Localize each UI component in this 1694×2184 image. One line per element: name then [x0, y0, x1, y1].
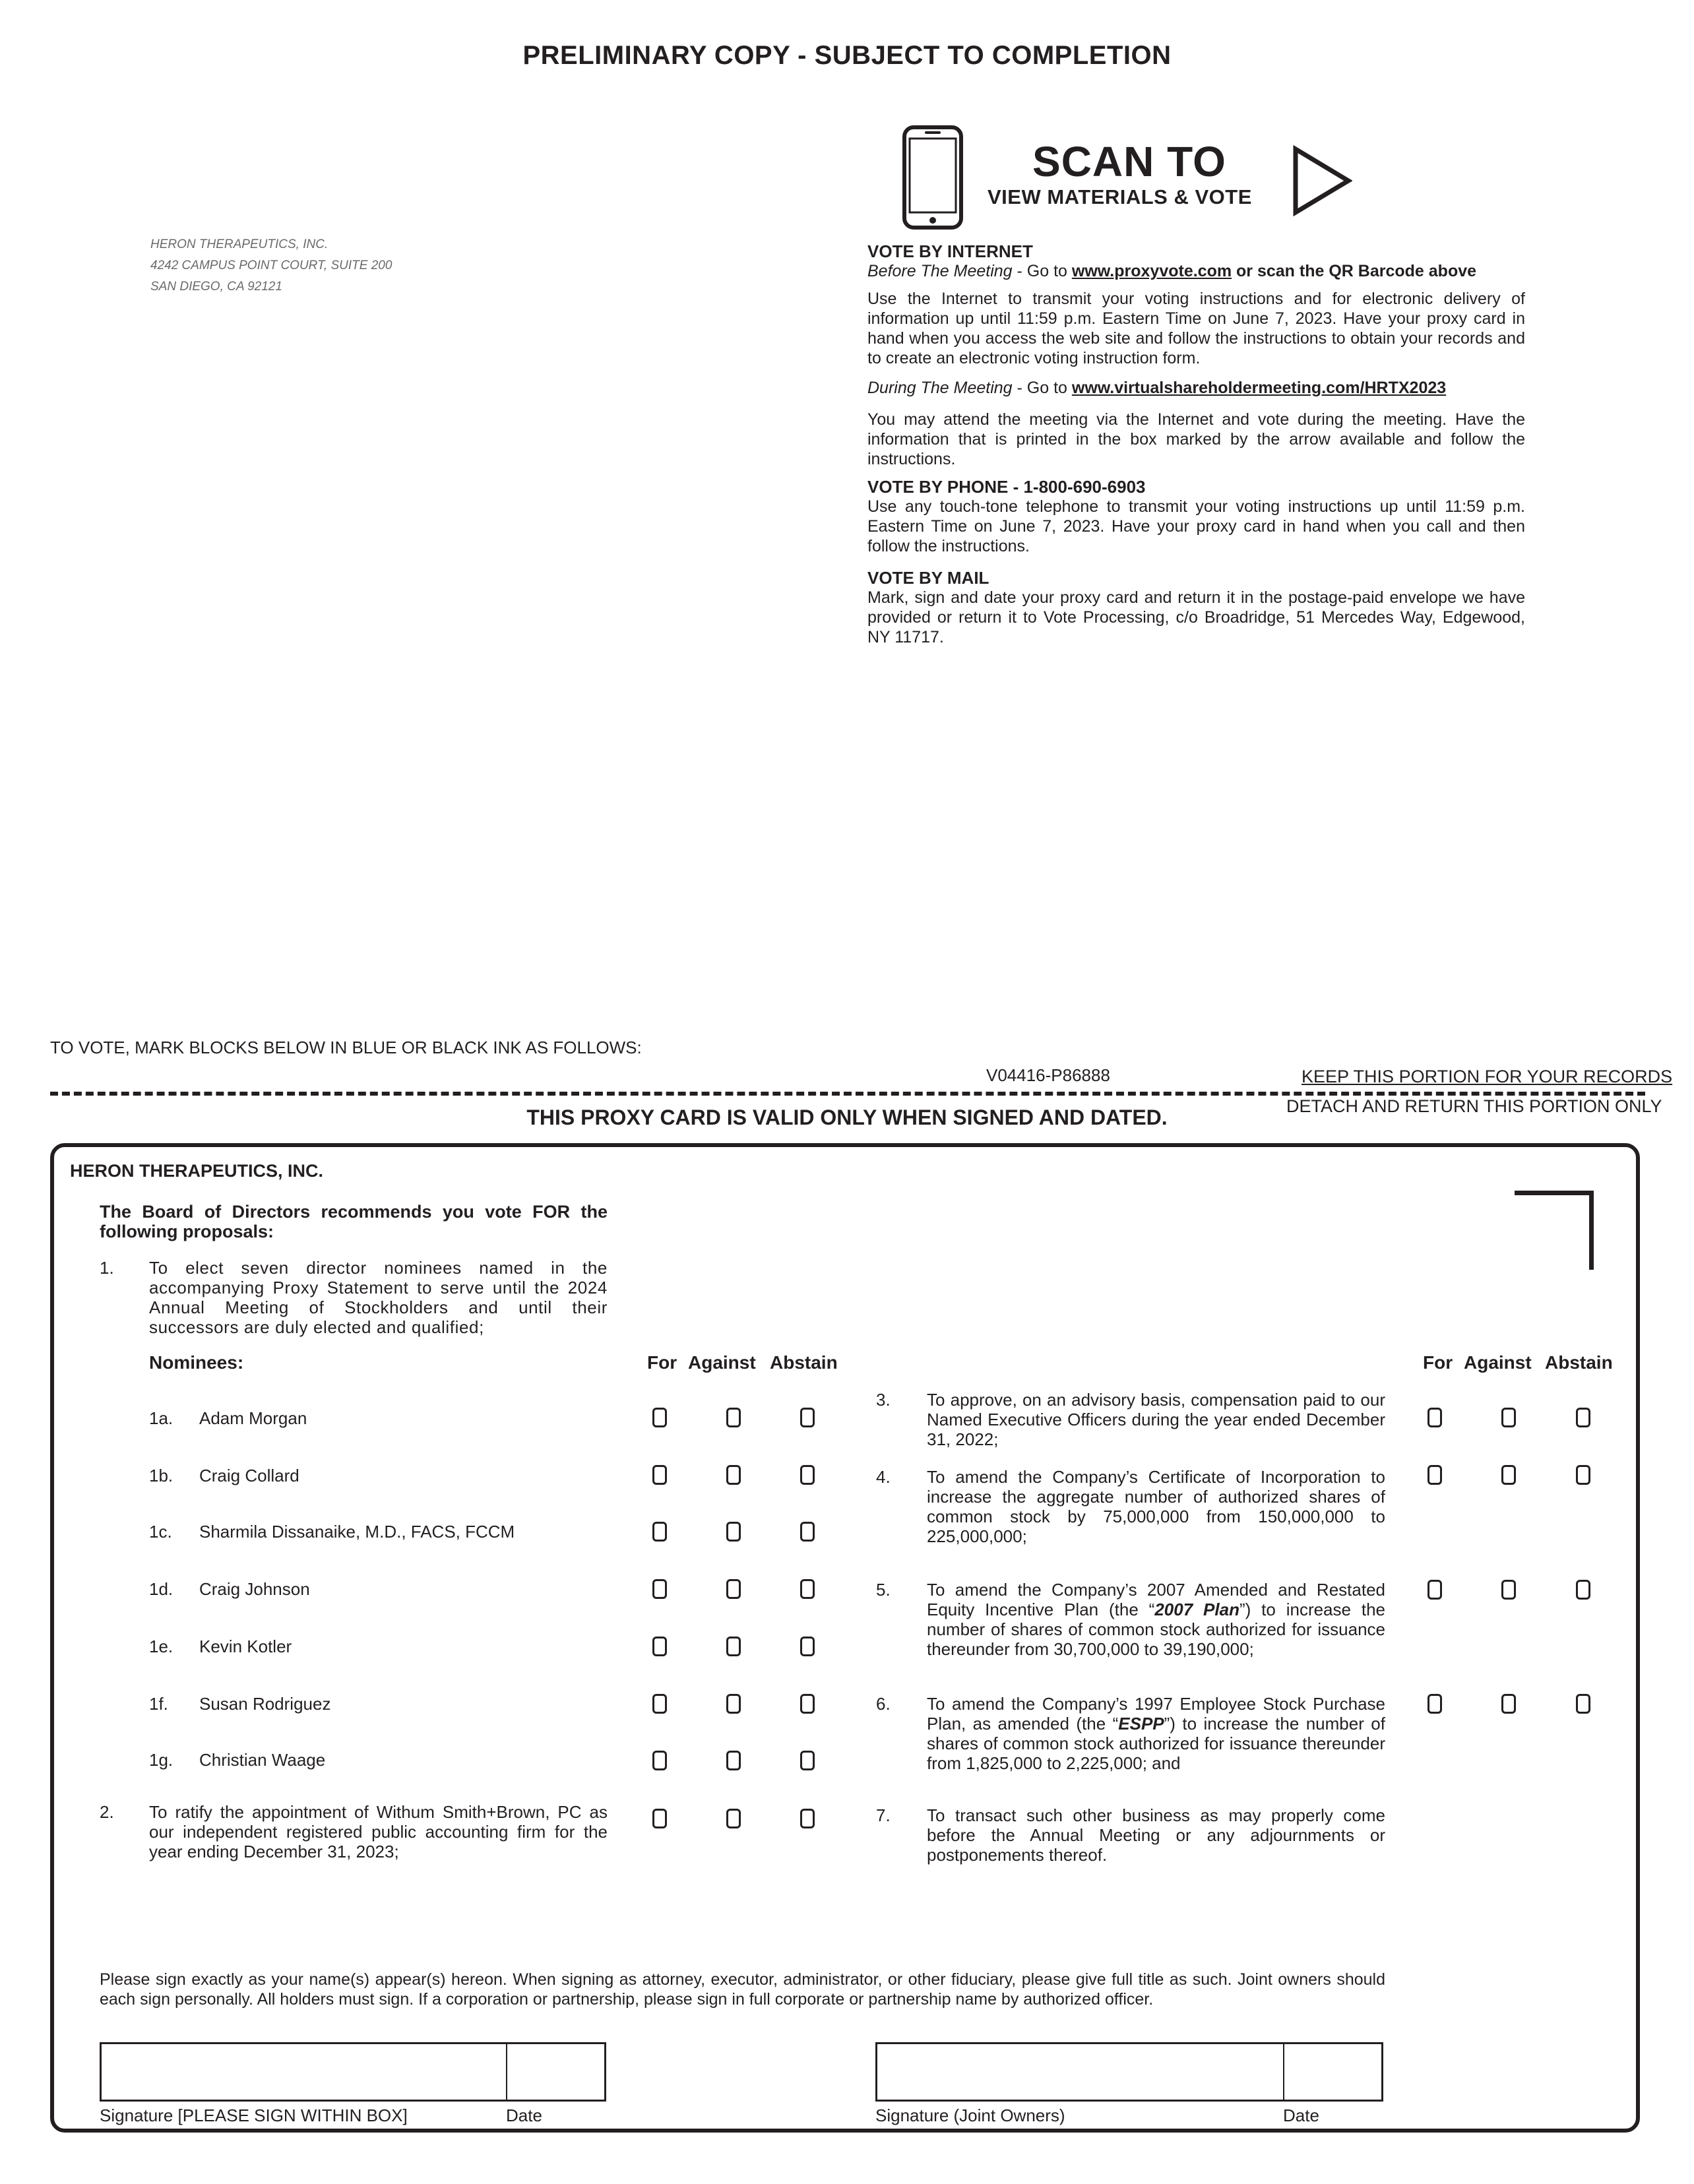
proposal-6-text-c: ”) to increase the number of shares of common stock authorized for issuance thereunder from 1,825,000 to 2,225,000; and: [927, 1714, 1385, 1773]
vote-against-checkbox[interactable]: [726, 1465, 741, 1485]
vote-for-checkbox[interactable]: [1427, 1465, 1442, 1485]
marking-instructions: TO VOTE, MARK BLOCKS BELOW IN BLUE OR BLACK INK AS FOLLOWS:: [50, 1038, 642, 1057]
virtual-meeting-link[interactable]: www.virtualshareholdermeeting.com/HRTX2023: [1071, 379, 1447, 397]
page-title: PRELIMINARY COPY - SUBJECT TO COMPLETION: [522, 41, 1172, 70]
vote-for-checkbox[interactable]: [652, 1522, 667, 1542]
before-meeting-line: [867, 261, 1525, 281]
voting-instructions: [867, 241, 1525, 647]
vote-abstain-checkbox[interactable]: [800, 1694, 815, 1714]
vote-against-checkbox[interactable]: [1501, 1580, 1516, 1600]
col-abstain-left: Abstain: [770, 1352, 838, 1373]
col-for-right: For: [1423, 1352, 1453, 1373]
vote-against-checkbox[interactable]: [1501, 1694, 1516, 1714]
detach-line: [50, 1092, 1645, 1096]
scan-subheading: VIEW MATERIALS & VOTE: [988, 185, 1252, 208]
signature-label: Signature [PLEASE SIGN WITHIN BOX]: [100, 2106, 408, 2125]
vote-against-checkbox[interactable]: [726, 1751, 741, 1770]
nominee-name: Christian Waage: [199, 1750, 326, 1770]
vote-abstain-checkbox[interactable]: [800, 1522, 815, 1542]
vote-for-checkbox[interactable]: [652, 1694, 667, 1714]
vote-phone-heading: VOTE BY PHONE - 1-800-690-6903: [867, 477, 1146, 497]
signature-box[interactable]: [100, 2042, 606, 2102]
vote-against-checkbox[interactable]: [726, 1408, 741, 1427]
nominee-name: Craig Collard: [199, 1466, 299, 1485]
nominee-number: 1c.: [149, 1522, 172, 1542]
proposal-6-number: 6.: [876, 1694, 891, 1714]
internet-paragraph: Use the Internet to transmit your voting instructions and for electronic delivery of information up until 11:59 p.m. Eastern Time on June 7, 2023. Have your proxy card in hand when you access the web site and follow the instructions to obtain your records and to create an electronic voting instruction form.: [867, 290, 1525, 367]
validity-notice: THIS PROXY CARD IS VALID ONLY WHEN SIGNED AND DATED.: [526, 1106, 1168, 1129]
vote-mail-heading: VOTE BY MAIL: [867, 568, 989, 588]
vote-abstain-checkbox[interactable]: [1576, 1580, 1590, 1600]
proposal-5-text-c: ”) to increase the number of shares of common stock authorized for issuance thereunder from 30,700,000 to 39,190,000;: [927, 1600, 1385, 1659]
keep-portion-label: KEEP THIS PORTION FOR YOUR RECORDS: [1302, 1067, 1673, 1086]
proposal-4-number: 4.: [876, 1467, 891, 1487]
proposal-7-text: To transact such other business as may properly come before the Annual Meeting or any adjournments or postponements thereof.: [927, 1805, 1385, 1865]
smartphone-icon: [902, 125, 963, 230]
joint-signature-label: Signature (Joint Owners): [875, 2106, 1065, 2125]
nominee-number: 1a.: [149, 1408, 173, 1428]
vote-against-checkbox[interactable]: [1501, 1408, 1516, 1427]
proposal-1-number: 1.: [100, 1258, 114, 1278]
vote-for-checkbox[interactable]: [652, 1465, 667, 1485]
return-address-line: 4242 CAMPUS POINT COURT, SUITE 200: [150, 259, 392, 272]
goto-text: - Go to: [1012, 379, 1072, 397]
vote-internet-heading: VOTE BY INTERNET: [867, 241, 1033, 261]
during-meeting-label: During The Meeting: [867, 379, 1013, 397]
vote-for-checkbox[interactable]: [652, 1579, 667, 1599]
detach-portion-label: DETACH AND RETURN THIS PORTION ONLY: [1286, 1096, 1662, 1116]
proposal-2-text: To ratify the appointment of Withum Smith+Brown, PC as our independent registered public accounting firm for the year ending December 31, 2023;: [149, 1802, 608, 1861]
nominee-name: Sharmila Dissanaike, M.D., FACS, FCCM: [199, 1522, 515, 1542]
return-address-line: HERON THERAPEUTICS, INC.: [150, 237, 329, 251]
proposal-4-text: To amend the Company’s Certificate of Incorporation to increase the aggregate number of authorized shares of common stock by 75,000,000 from 150,000,000 to 225,000,000;: [927, 1467, 1385, 1546]
proposal-6-text-a: To amend the Company’s 1997 Employee Stock Purchase Plan, as amended (the “: [927, 1694, 1385, 1733]
before-meeting-label: Before The Meeting: [867, 262, 1013, 280]
joint-date-divider: [1283, 2042, 1284, 2102]
signing-instructions: Please sign exactly as your name(s) appear(s) hereon. When signing as attorney, executor, administrator, or other fiduciary, please give full title as such. Joint owners should each sign personally. All holders must sign. If a corporation or partnership, please sign in full corporate or partnership name by authorized officer.: [100, 1970, 1385, 2009]
nominee-name: Craig Johnson: [199, 1579, 310, 1599]
proposal-7-number: 7.: [876, 1805, 891, 1825]
board-recommendation: The Board of Directors recommends you vote FOR the following proposals:: [100, 1202, 608, 1241]
vote-abstain-checkbox[interactable]: [1576, 1408, 1590, 1427]
proposal-1-text: To elect seven director nominees named in the accompanying Proxy Statement to serve until the 2024 Annual Meeting of Stockholders and until their successors are duly elected and qualified;: [149, 1258, 608, 1337]
defined-term-espp: ESPP: [1118, 1714, 1164, 1733]
during-meeting-line: [867, 378, 1525, 398]
vote-abstain-checkbox[interactable]: [800, 1751, 815, 1770]
nominee-number: 1e.: [149, 1637, 173, 1656]
vote-against-checkbox[interactable]: [726, 1579, 741, 1599]
vote-against-checkbox[interactable]: [726, 1809, 741, 1828]
vote-abstain-checkbox[interactable]: [800, 1809, 815, 1828]
joint-signature-box[interactable]: [875, 2042, 1383, 2102]
vote-abstain-checkbox[interactable]: [800, 1637, 815, 1656]
play-triangle-icon: [1292, 145, 1352, 216]
vote-against-checkbox[interactable]: [726, 1694, 741, 1714]
vote-against-checkbox[interactable]: [726, 1522, 741, 1542]
col-against-left: Against: [688, 1352, 756, 1373]
proposal-5-text-a: To amend the Company’s 2007 Amended and Restated Equity Incentive Plan (the “: [927, 1580, 1385, 1619]
vote-for-checkbox[interactable]: [1427, 1408, 1442, 1427]
proposal-6-text: [927, 1694, 1385, 1773]
vote-abstain-checkbox[interactable]: [1576, 1465, 1590, 1485]
meeting-paragraph: You may attend the meeting via the Internet and vote during the meeting. Have the information that is printed in the box marked by the arrow available and follow the instructions.: [867, 410, 1525, 468]
vote-for-checkbox[interactable]: [652, 1408, 667, 1427]
vote-for-checkbox[interactable]: [652, 1637, 667, 1656]
vote-abstain-checkbox[interactable]: [800, 1465, 815, 1485]
proxyvote-link[interactable]: www.proxyvote.com: [1071, 262, 1232, 280]
col-against-right: Against: [1464, 1352, 1532, 1373]
vote-for-checkbox[interactable]: [652, 1751, 667, 1770]
date-label: Date: [506, 2106, 542, 2125]
vote-abstain-checkbox[interactable]: [1576, 1694, 1590, 1714]
nominee-number: 1d.: [149, 1579, 173, 1599]
card-company-name: HERON THERAPEUTICS, INC.: [70, 1161, 324, 1181]
nominee-number: 1f.: [149, 1694, 168, 1714]
vote-abstain-checkbox[interactable]: [800, 1408, 815, 1427]
defined-term-2007-plan: 2007 Plan: [1154, 1600, 1239, 1619]
vote-against-checkbox[interactable]: [1501, 1465, 1516, 1485]
corner-mark: [1515, 1191, 1594, 1270]
phone-paragraph: Use any touch-tone telephone to transmit your voting instructions up until 11:59 p.m. Eastern Time on June 7, 2023. Have your proxy card in hand when you call and then follow the instructions.: [867, 497, 1525, 555]
nominee-name: Adam Morgan: [199, 1408, 307, 1428]
nominee-number: 1b.: [149, 1466, 173, 1485]
goto-text: - Go to: [1012, 262, 1072, 280]
nominees-label: Nominees:: [149, 1352, 244, 1373]
vote-abstain-checkbox[interactable]: [800, 1579, 815, 1599]
mail-paragraph: Mark, sign and date your proxy card and return it in the postage-paid envelope we have provided or return it to Vote Processing, c/o Broadridge, 51 Mercedes Way, Edgewood, NY 11717.: [867, 588, 1525, 646]
qr-note: or scan the QR Barcode above: [1232, 262, 1477, 280]
nominee-name: Susan Rodriguez: [199, 1694, 331, 1714]
col-for-left: For: [647, 1352, 677, 1373]
proposal-5-number: 5.: [876, 1580, 891, 1600]
return-address: [150, 234, 392, 297]
signature-date-divider: [506, 2042, 507, 2102]
vote-for-checkbox[interactable]: [1427, 1580, 1442, 1600]
return-address-line: SAN DIEGO, CA 92121: [150, 280, 282, 294]
col-abstain-right: Abstain: [1545, 1352, 1613, 1373]
nominee-name: Kevin Kotler: [199, 1637, 292, 1656]
proposal-3-text: To approve, on an advisory basis, compensation paid to our Named Executive Officers during the year ended December 31, 2022;: [927, 1390, 1385, 1449]
control-number: V04416-P86888: [986, 1065, 1110, 1085]
proposal-3-number: 3.: [876, 1390, 891, 1410]
proposal-5-text: [927, 1580, 1385, 1659]
proposal-2-number: 2.: [100, 1802, 114, 1822]
nominee-number: 1g.: [149, 1750, 173, 1770]
scan-heading: SCAN TO: [1032, 138, 1226, 185]
vote-against-checkbox[interactable]: [726, 1637, 741, 1656]
joint-date-label: Date: [1283, 2106, 1319, 2125]
vote-for-checkbox[interactable]: [1427, 1694, 1442, 1714]
vote-for-checkbox[interactable]: [652, 1809, 667, 1828]
